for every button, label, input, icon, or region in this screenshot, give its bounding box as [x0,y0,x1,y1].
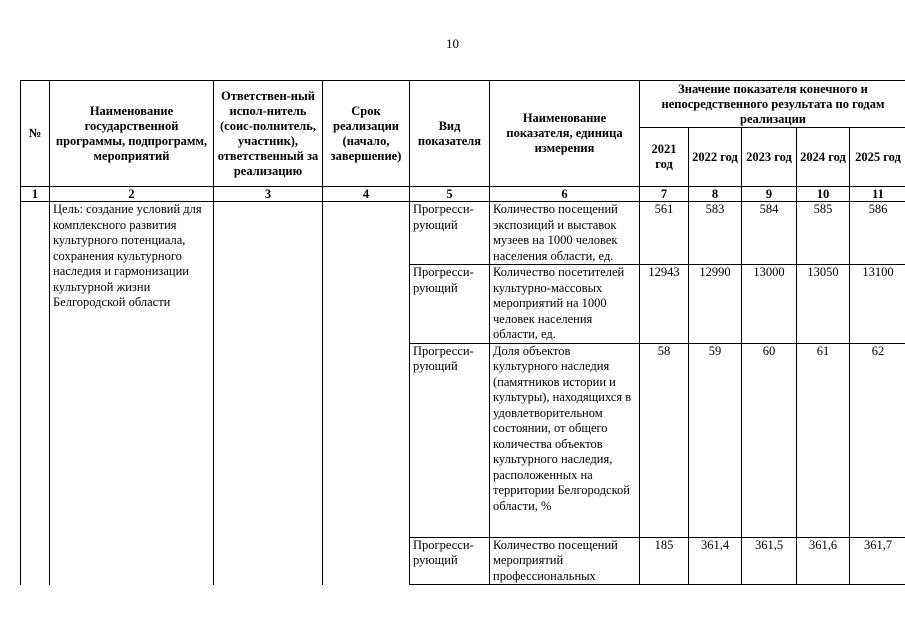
column-number: 4 [323,187,410,202]
value-cell: 58 [640,343,689,537]
value-cell: 12943 [640,265,689,344]
column-number: 9 [742,187,797,202]
value-cell: 584 [742,202,797,265]
column-number: 8 [689,187,742,202]
column-number: 7 [640,187,689,202]
value-cell: 59 [689,343,742,537]
value-cell: 13100 [850,265,905,344]
value-cell: 361,6 [797,537,850,585]
header-year: 2024 год [797,128,850,187]
indicator-name: Доля объектов культурного наследия (памятников истории и культуры), находящихся в удовлетворительном состоянии, от общего количества объектов культурного наследия, расположенных на территории Белгородской области, % [490,343,640,537]
column-number: 3 [214,187,323,202]
header-number: № [21,81,50,187]
value-cell: 185 [640,537,689,585]
value-cell: 585 [797,202,850,265]
column-number: 1 [21,187,50,202]
goal-cell: Цель: создание условий для комплексного развития культурного потенциала, сохранения культурного наследия и гармонизации культурной жизни Белгородской области [50,202,214,585]
value-cell: 61 [797,343,850,537]
header-values: Значение показателя конечного и непосредственного результата по годам реализации [640,81,905,128]
page-number: 10 [446,36,459,51]
indicator-name: Количество посетителей культурно-массовых мероприятий на 1000 человек населения области, ед. [490,265,640,344]
value-cell: 13000 [742,265,797,344]
header-indicator: Наименование показателя, единица измерения [490,81,640,187]
header-term: Срок реализации (начало, завершение) [323,81,410,187]
value-cell: 583 [689,202,742,265]
table-row [21,202,905,265]
header-kind: Вид показателя [410,81,490,187]
executor-cell [214,202,323,585]
indicators-table [20,80,905,585]
header-year: 2023 год [742,128,797,187]
value-cell: 62 [850,343,905,537]
column-number: 10 [797,187,850,202]
indicator-kind: Прогресси-рующий [410,343,490,537]
value-cell: 561 [640,202,689,265]
column-number: 11 [850,187,905,202]
value-cell: 12990 [689,265,742,344]
indicator-name: Количество посещений мероприятий профессиональных [490,537,640,585]
indicator-kind: Прогресси-рующий [410,265,490,344]
indicator-kind: Прогресси-рующий [410,537,490,585]
value-cell: 586 [850,202,905,265]
indicator-kind: Прогресси-рующий [410,202,490,265]
number-cell [21,202,50,585]
value-cell: 13050 [797,265,850,344]
value-cell: 361,4 [689,537,742,585]
header-year: 2022 год [689,128,742,187]
column-number: 5 [410,187,490,202]
header-year: 2021 год [640,128,689,187]
term-cell [323,202,410,585]
column-number: 6 [490,187,640,202]
header-executor: Ответствен-ный испол-нитель (соис-полнитель, участник), ответственный за реализацию [214,81,323,187]
value-cell: 361,5 [742,537,797,585]
value-cell: 60 [742,343,797,537]
column-number: 2 [50,187,214,202]
indicator-name: Количество посещений экспозиций и выставок музеев на 1000 человек населения области, ед. [490,202,640,265]
header-program: Наименование государственной программы, подпрограмм, мероприятий [50,81,214,187]
header-year: 2025 год [850,128,905,187]
value-cell: 361,7 [850,537,905,585]
